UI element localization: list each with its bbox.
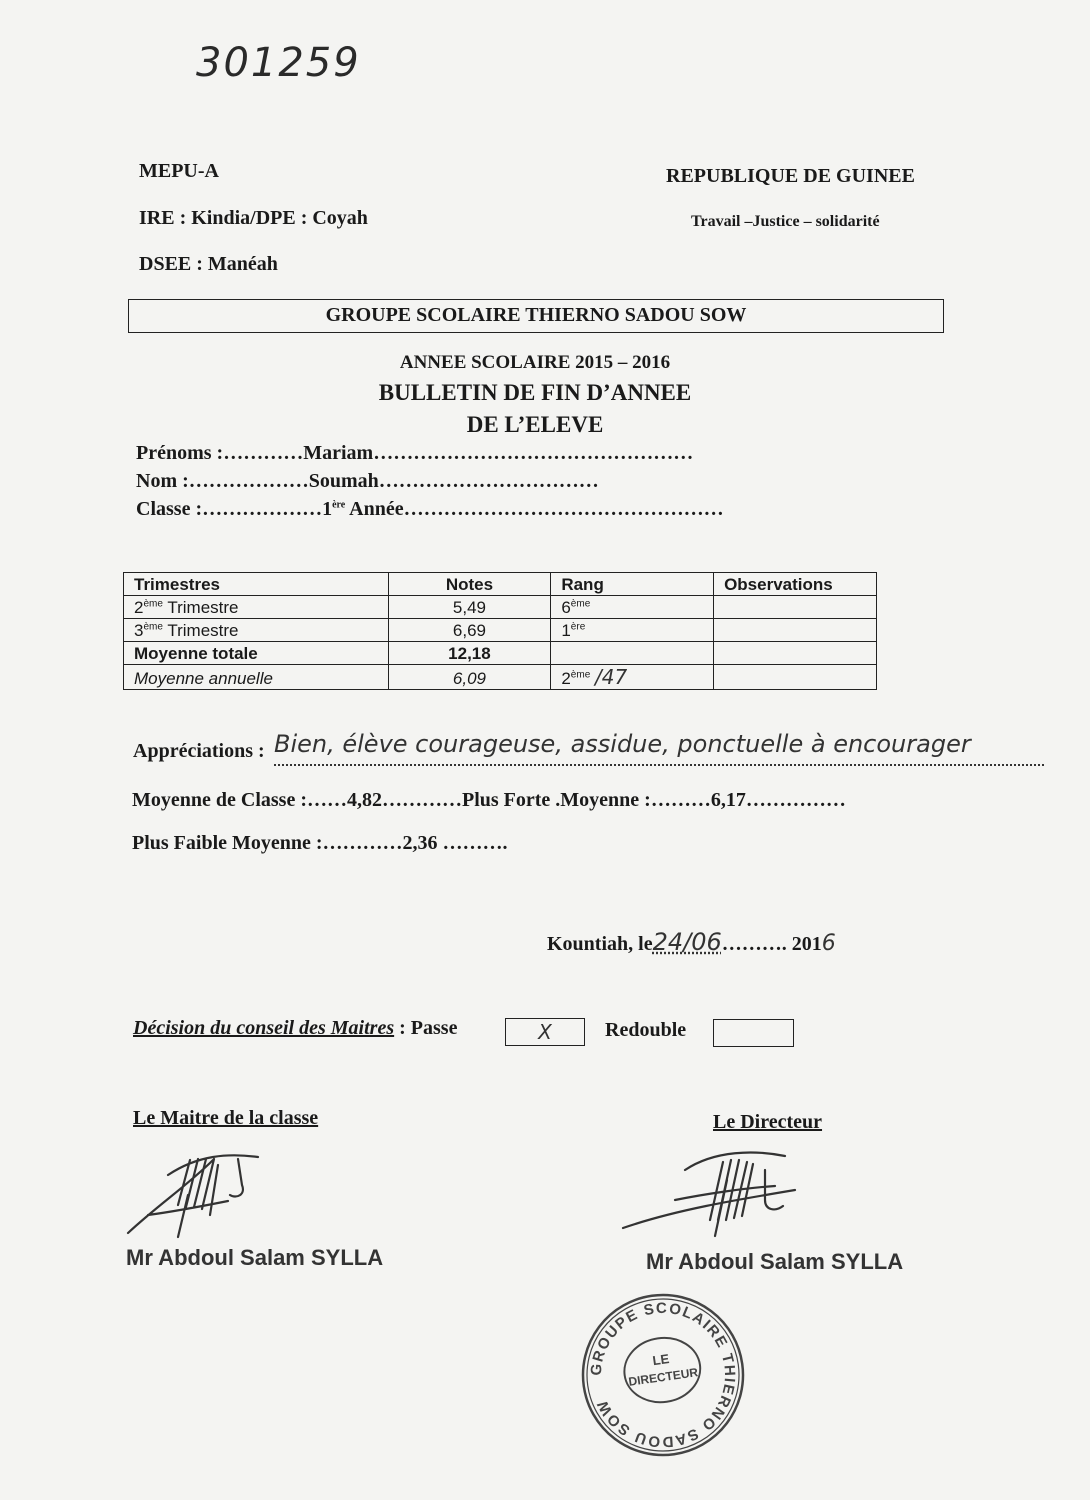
plus-forte-label: Plus Forte .Moyenne :: [461, 789, 651, 811]
plus-faible-label: Plus Faible Moyenne :: [132, 832, 323, 854]
trimester-cell: [124, 619, 389, 642]
column-header: Observations: [714, 573, 877, 596]
table-row: [124, 642, 877, 665]
director-title: Le Directeur: [713, 1111, 823, 1133]
lowest-average-line: Plus Faible Moyenne :…………2,36 ……….: [132, 832, 508, 854]
stamp-inner-line2: DIRECTEUR: [627, 1365, 699, 1389]
prenoms-label: Prénoms :: [136, 442, 224, 464]
trimester-label: Trimestre: [162, 621, 239, 640]
note-cell: 6,09: [388, 665, 551, 690]
redouble-checkbox[interactable]: [713, 1019, 794, 1047]
document-subtitle: DE L’ELEVE: [466, 412, 604, 437]
rank-superscript: ère: [570, 621, 586, 633]
note-cell: 12,18: [388, 642, 551, 665]
classe-text: Année: [345, 498, 404, 520]
regional-inspection: IRE : Kindia/DPE : Coyah: [139, 207, 368, 229]
teacher-name: Mr Abdoul Salam SYLLA: [126, 1245, 384, 1270]
note-cell: 5,49: [388, 596, 551, 619]
decision-line: [133, 1017, 457, 1040]
teacher-title: Le Maitre de la classe: [133, 1107, 319, 1129]
decision-colon: :: [394, 1017, 406, 1039]
trimester-superscript: ème: [143, 598, 163, 610]
column-header: Notes: [388, 573, 551, 596]
moyenne-classe-label: Moyenne de Classe :: [132, 789, 307, 811]
document-title: BULLETIN DE FIN D’ANNEE: [378, 380, 692, 405]
table-row: [124, 596, 877, 619]
nom-field: Nom :………………Soumah……………………………: [136, 470, 599, 492]
prenoms-value: Mariam: [303, 442, 374, 464]
annual-label-cell: Moyenne annuelle: [124, 665, 389, 690]
class-stats-line: Moyenne de Classe :……4,82…………Plus Forte .Moyenne :………6,17……………: [132, 789, 846, 811]
trimester-number: 2: [134, 598, 144, 617]
trimester-label: Trimestre: [162, 598, 239, 617]
decision-label: Décision du conseil des Maitres: [133, 1017, 395, 1039]
appreciations-label: Appréciations :: [133, 740, 265, 762]
stamp-outer-text: GROUPE SCOLAIRE THIERNO SADOU SOW: [587, 1299, 739, 1451]
table-header-row: [124, 573, 877, 596]
passe-check-mark: X: [538, 1020, 552, 1044]
rank-total-handwritten: /47: [594, 665, 628, 689]
national-motto: Travail –Justice – solidarité: [691, 213, 880, 230]
rank-cell: [551, 596, 714, 619]
column-header: Trimestres: [124, 573, 389, 596]
rank-number: 6: [561, 598, 571, 617]
trimester-number: 3: [134, 621, 144, 640]
prenoms-field: Prénoms :…………Mariam…………………………………………: [136, 442, 694, 464]
redouble-label: Redouble: [605, 1019, 687, 1041]
school-stamp: [578, 1290, 748, 1460]
plus-faible-value: 2,36: [402, 832, 438, 854]
school-name-box: GROUPE SCOLAIRE THIERNO SADOU SOW: [128, 299, 944, 333]
rank-number: 1: [561, 621, 571, 640]
director-signature: [615, 1140, 815, 1240]
table-row: [124, 665, 877, 690]
observation-cell: [714, 596, 877, 619]
note-cell: 6,69: [388, 619, 551, 642]
classe-label: Classe :: [136, 498, 203, 520]
rank-cell: [551, 642, 714, 665]
observation-cell: [714, 665, 877, 690]
appreciations-handwritten: Bien, élève courageuse, assidue, ponctuelle à encourager: [274, 730, 1044, 766]
date-handwritten: 24/06: [652, 928, 722, 956]
teacher-signature: [118, 1145, 278, 1245]
classe-field: Classe :………………1ère Année…………………………………………: [136, 498, 724, 520]
school-year: ANNEE SCOLAIRE 2015 – 2016: [399, 352, 671, 373]
year-printed: 201: [791, 933, 822, 955]
column-header: Rang: [551, 573, 714, 596]
moyenne-classe-value: 4,82: [346, 789, 382, 811]
trimester-cell: [124, 596, 389, 619]
grades-table: [123, 572, 877, 690]
nom-label: Nom :: [136, 470, 189, 492]
nom-value: Soumah: [308, 470, 379, 492]
appreciations-field: [133, 740, 265, 763]
stamp-inner-line1: LE: [651, 1351, 671, 1369]
rank-cell: [551, 665, 714, 690]
rank-number: 2: [561, 669, 571, 688]
classe-number: 1: [322, 498, 333, 520]
rank-cell: [551, 619, 714, 642]
table-row: [124, 619, 877, 642]
place-label: Kountiah, le: [547, 933, 653, 955]
year-digit-handwritten: 6: [821, 931, 836, 956]
classe-superscript: ère: [332, 499, 346, 511]
observation-cell: [714, 642, 877, 665]
passe-checkbox[interactable]: [505, 1018, 585, 1046]
observation-cell: [714, 619, 877, 642]
district-office: DSEE : Manéah: [139, 253, 278, 275]
ministry-code: MEPU-A: [139, 160, 219, 182]
rank-superscript: ème: [570, 598, 591, 610]
place-date-line: Kountiah, le24/06………. 2016: [547, 928, 836, 956]
country-name: REPUBLIQUE DE GUINEE: [666, 165, 915, 187]
passe-label: Passe: [410, 1017, 458, 1039]
rank-superscript: ème: [570, 669, 591, 681]
director-name: Mr Abdoul Salam SYLLA: [646, 1249, 904, 1274]
reference-number: 301259: [196, 40, 361, 86]
plus-forte-value: 6,17: [710, 789, 746, 811]
trimester-superscript: ème: [143, 621, 163, 633]
total-label-cell: Moyenne totale: [124, 642, 389, 665]
